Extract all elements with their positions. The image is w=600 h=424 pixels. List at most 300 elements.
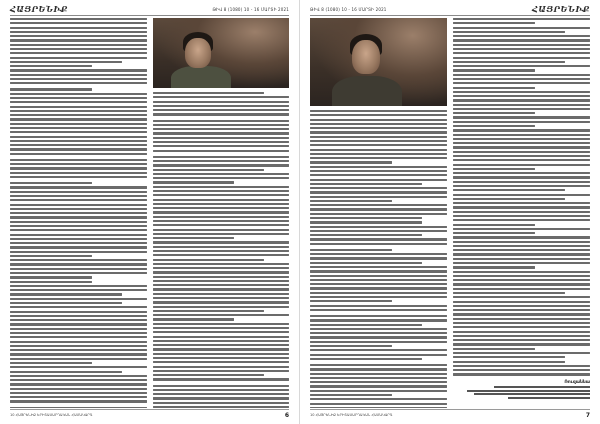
text-line xyxy=(453,57,590,59)
text-line xyxy=(10,371,122,373)
text-line xyxy=(453,151,590,153)
text-line xyxy=(453,224,535,226)
text-line xyxy=(10,191,147,193)
text-line xyxy=(453,65,590,67)
text-line xyxy=(153,224,290,226)
text-line xyxy=(453,352,590,354)
text-line xyxy=(310,332,447,334)
text-line xyxy=(453,176,590,178)
text-line xyxy=(453,164,590,166)
text-line xyxy=(10,353,147,355)
text-line xyxy=(310,377,447,379)
text-line xyxy=(10,358,147,360)
text-line xyxy=(453,279,590,281)
text-line xyxy=(10,212,147,214)
text-line xyxy=(310,315,447,317)
text-line xyxy=(10,242,147,244)
text-line xyxy=(453,185,590,187)
text-line xyxy=(153,254,290,256)
text-line xyxy=(310,166,447,168)
text-line xyxy=(10,172,147,174)
text-line xyxy=(453,215,590,217)
text-line xyxy=(310,243,447,245)
text-line xyxy=(310,183,422,185)
text-line xyxy=(453,275,590,277)
text-line xyxy=(310,275,447,277)
text-line xyxy=(153,370,290,372)
text-line xyxy=(310,398,447,400)
text-line xyxy=(10,153,147,155)
text-line xyxy=(153,385,290,387)
text-line xyxy=(453,48,590,50)
text-line xyxy=(310,300,392,302)
text-line xyxy=(10,302,122,304)
text-line xyxy=(310,208,447,210)
text-line xyxy=(10,93,147,95)
text-line xyxy=(153,96,290,98)
text-line xyxy=(153,331,290,333)
text-line xyxy=(453,326,590,328)
text-line xyxy=(10,199,147,201)
text-line xyxy=(153,181,235,183)
text-line xyxy=(453,87,535,89)
text-line xyxy=(453,266,535,268)
text-line xyxy=(10,159,147,161)
text-line xyxy=(453,108,590,110)
text-line xyxy=(153,280,290,282)
text-line xyxy=(153,271,290,273)
text-line xyxy=(10,136,147,138)
text-line xyxy=(453,245,590,247)
text-line xyxy=(453,39,590,41)
text-line xyxy=(310,238,447,240)
text-line xyxy=(153,233,290,235)
text-line xyxy=(310,136,447,138)
text-line xyxy=(153,141,290,143)
text-line xyxy=(153,211,290,213)
text-line xyxy=(153,120,290,122)
text-line xyxy=(153,378,290,380)
text-line xyxy=(10,22,147,24)
text-line xyxy=(10,186,147,188)
text-line xyxy=(310,319,447,321)
text-line xyxy=(153,263,290,265)
text-line xyxy=(10,69,147,71)
text-line xyxy=(153,361,290,363)
text-line xyxy=(153,92,265,94)
text-line xyxy=(153,203,290,205)
text-line xyxy=(453,236,590,238)
text-line xyxy=(310,358,422,360)
text-line xyxy=(453,31,565,33)
text-line xyxy=(310,328,447,330)
text-line xyxy=(310,309,447,311)
text-line xyxy=(10,182,92,184)
text-line xyxy=(310,161,392,163)
text-line xyxy=(153,177,290,179)
portrait-photo-large xyxy=(310,18,447,106)
text-line xyxy=(310,174,447,176)
text-line xyxy=(453,91,590,93)
right-issue-info: ԹԻՎ 8 (1080) 10 - 16 ՄԱՐՏԻ 2021 xyxy=(310,6,387,12)
text-line xyxy=(453,271,590,273)
text-line xyxy=(153,323,290,325)
text-line xyxy=(153,241,290,243)
text-line xyxy=(453,129,590,131)
text-line xyxy=(453,283,590,285)
text-line xyxy=(10,366,147,368)
text-line xyxy=(453,365,590,367)
text-line xyxy=(310,368,447,370)
text-line xyxy=(310,123,447,125)
text-line xyxy=(10,110,147,112)
text-line xyxy=(453,52,590,54)
text-line xyxy=(310,292,447,294)
text-line xyxy=(10,97,147,99)
right-page-columns xyxy=(310,18,590,408)
text-line xyxy=(10,276,92,278)
text-line xyxy=(10,306,147,308)
text-line xyxy=(153,288,290,290)
text-line xyxy=(10,323,147,325)
text-line xyxy=(453,339,590,341)
text-line xyxy=(453,301,590,303)
text-line xyxy=(453,373,590,375)
text-line xyxy=(153,145,290,147)
text-line xyxy=(10,336,147,338)
text-line xyxy=(153,199,290,201)
text-line xyxy=(153,250,290,252)
text-line xyxy=(310,249,392,251)
text-line xyxy=(10,52,147,54)
text-line xyxy=(10,259,147,261)
text-line xyxy=(310,234,422,236)
text-line xyxy=(310,213,447,215)
text-line xyxy=(10,407,147,408)
text-line xyxy=(453,331,590,333)
text-line xyxy=(10,195,147,197)
text-line xyxy=(153,276,290,278)
text-line xyxy=(153,314,290,316)
text-line xyxy=(310,257,447,259)
left-column-1 xyxy=(10,18,147,408)
text-line xyxy=(153,344,290,346)
text-line xyxy=(453,69,535,71)
text-line xyxy=(310,114,447,116)
text-line xyxy=(10,208,147,210)
text-line xyxy=(10,39,147,41)
text-line xyxy=(453,112,535,114)
text-line xyxy=(153,267,290,269)
text-line xyxy=(10,255,92,257)
text-line xyxy=(153,310,265,312)
text-line xyxy=(10,114,147,116)
text-line xyxy=(310,221,422,223)
text-line xyxy=(10,65,92,67)
text-line xyxy=(153,327,290,329)
text-line xyxy=(310,385,447,387)
text-line xyxy=(453,159,590,161)
text-line xyxy=(310,153,447,155)
text-line xyxy=(453,361,565,363)
text-line xyxy=(10,229,147,231)
text-line xyxy=(453,318,590,320)
text-line xyxy=(453,348,535,350)
text-line xyxy=(453,104,590,106)
text-line xyxy=(153,293,290,295)
text-line xyxy=(10,88,92,90)
text-line xyxy=(453,292,565,294)
text-line xyxy=(10,57,147,59)
text-line xyxy=(453,27,590,29)
text-line xyxy=(453,313,590,315)
text-line xyxy=(153,137,290,139)
portrait-photo-small xyxy=(153,18,290,88)
right-column-2 xyxy=(453,18,590,408)
text-line xyxy=(310,149,447,151)
text-line xyxy=(453,99,590,101)
left-page-columns xyxy=(10,18,289,408)
text-line xyxy=(310,119,447,121)
text-line xyxy=(10,18,147,20)
text-line xyxy=(310,196,447,198)
text-line xyxy=(153,237,235,239)
text-line xyxy=(310,170,447,172)
text-line xyxy=(310,127,447,129)
text-line xyxy=(310,407,447,408)
author-caption xyxy=(453,380,590,399)
left-page-footer xyxy=(10,409,289,419)
text-line xyxy=(10,101,147,103)
text-line xyxy=(453,125,535,127)
text-line xyxy=(453,288,590,290)
right-footer-text: 10 ՀԱՅՐԵՆԻՔ ԵՐԻՏԱՍԱՐԴԱԿԱՆ ՀԱՄԱԿԱՐԳ xyxy=(310,413,393,417)
text-line xyxy=(10,289,147,291)
text-line xyxy=(10,31,147,33)
text-line xyxy=(10,315,147,317)
text-line xyxy=(10,163,147,165)
text-line xyxy=(310,390,447,392)
text-line xyxy=(10,27,147,29)
right-logo: ՀԱՅՐԵՆԻՔ xyxy=(532,4,590,14)
text-line xyxy=(453,189,565,191)
text-line xyxy=(453,249,590,251)
text-line xyxy=(310,336,447,338)
text-line xyxy=(153,113,290,115)
text-line xyxy=(453,74,590,76)
text-line xyxy=(153,353,290,355)
text-line xyxy=(453,35,590,37)
left-column-2 xyxy=(153,18,290,408)
text-line xyxy=(10,263,147,265)
text-line xyxy=(453,138,590,140)
text-line xyxy=(153,318,235,320)
text-line xyxy=(10,118,147,120)
text-line xyxy=(310,345,392,347)
text-line xyxy=(153,357,290,359)
text-line xyxy=(453,309,590,311)
text-line xyxy=(310,262,422,264)
text-line xyxy=(310,324,422,326)
text-line xyxy=(310,191,447,193)
text-line xyxy=(153,336,290,338)
text-line xyxy=(453,142,590,144)
text-line xyxy=(10,281,92,283)
text-line xyxy=(10,123,147,125)
left-page-header xyxy=(10,4,289,16)
right-page-number: 7 xyxy=(585,411,590,419)
text-line xyxy=(453,253,590,255)
text-line xyxy=(153,128,290,130)
text-line xyxy=(310,349,447,351)
text-line xyxy=(453,155,590,157)
text-line xyxy=(453,296,590,298)
text-line xyxy=(10,349,147,351)
text-line xyxy=(453,44,590,46)
text-line xyxy=(453,198,565,200)
text-line xyxy=(10,238,147,240)
text-line xyxy=(153,173,290,175)
text-line xyxy=(310,204,447,206)
text-line xyxy=(153,229,290,231)
text-line xyxy=(10,341,147,343)
text-line xyxy=(453,146,590,148)
text-line xyxy=(453,206,590,208)
text-line xyxy=(453,116,590,118)
text-line xyxy=(310,373,447,375)
text-line xyxy=(453,202,590,204)
text-line xyxy=(153,124,290,126)
text-line xyxy=(10,293,122,295)
text-line xyxy=(153,150,290,152)
text-line xyxy=(10,375,147,377)
author-name: Ռուզաննա xyxy=(564,379,590,385)
text-line xyxy=(453,262,590,264)
text-line xyxy=(10,176,147,178)
text-line xyxy=(153,109,290,111)
text-line xyxy=(453,194,590,196)
right-page xyxy=(300,0,600,424)
text-line xyxy=(153,156,290,158)
text-line xyxy=(310,110,447,112)
text-line xyxy=(10,78,147,80)
text-line xyxy=(153,259,265,261)
text-line xyxy=(153,164,290,166)
text-line xyxy=(153,220,290,222)
text-line xyxy=(453,322,590,324)
text-line xyxy=(153,101,290,103)
text-line xyxy=(153,340,290,342)
text-line xyxy=(153,132,290,134)
text-line xyxy=(153,306,290,308)
left-page-number: 6 xyxy=(284,411,289,419)
text-line xyxy=(453,369,590,371)
text-line xyxy=(153,160,290,162)
text-line xyxy=(10,345,147,347)
text-line xyxy=(310,131,447,133)
left-logo: ՀԱՅՐԵՆԻՔ xyxy=(10,4,68,14)
text-line xyxy=(453,82,590,84)
text-line xyxy=(10,225,147,227)
text-line xyxy=(453,211,590,213)
text-line xyxy=(10,246,147,248)
text-line xyxy=(453,241,590,243)
text-line xyxy=(10,140,147,142)
text-line xyxy=(153,186,290,188)
text-line xyxy=(310,394,392,396)
text-line xyxy=(310,157,447,159)
text-line xyxy=(10,383,147,385)
text-line xyxy=(310,287,447,289)
text-line xyxy=(10,319,147,321)
text-line xyxy=(453,121,590,123)
text-line xyxy=(453,95,590,97)
text-line xyxy=(310,144,447,146)
text-line xyxy=(453,228,590,230)
text-line xyxy=(310,341,447,343)
text-line xyxy=(153,190,290,192)
right-page-footer xyxy=(310,409,590,419)
right-page-header xyxy=(310,4,590,16)
text-line xyxy=(10,362,92,364)
text-line xyxy=(310,364,447,366)
text-line xyxy=(153,389,290,391)
text-line xyxy=(10,392,147,394)
text-line xyxy=(310,230,447,232)
text-line xyxy=(10,251,147,253)
text-line xyxy=(10,272,147,274)
text-line xyxy=(153,402,290,404)
text-line xyxy=(10,388,147,390)
text-line xyxy=(153,374,265,376)
text-line xyxy=(10,328,147,330)
text-line xyxy=(310,179,447,181)
text-line xyxy=(10,268,147,270)
text-line xyxy=(153,393,290,395)
text-line xyxy=(10,216,147,218)
text-line xyxy=(10,298,147,300)
text-line xyxy=(453,343,590,345)
text-line xyxy=(453,232,535,234)
text-line xyxy=(453,22,535,24)
text-line xyxy=(10,127,147,129)
text-line xyxy=(10,44,147,46)
text-line xyxy=(153,301,290,303)
text-line xyxy=(310,266,447,268)
text-line xyxy=(453,18,590,20)
right-column-1 xyxy=(310,18,447,408)
text-line xyxy=(310,305,447,307)
text-line xyxy=(453,181,590,183)
text-line xyxy=(310,253,447,255)
text-line xyxy=(10,311,147,313)
text-line xyxy=(310,226,447,228)
text-line xyxy=(310,296,447,298)
text-line xyxy=(310,283,447,285)
left-issue-info: ԹԻՎ 8 (1080) 10 - 16 ՄԱՐՏԻ 2021 xyxy=(212,6,289,12)
text-line xyxy=(153,406,290,408)
text-line xyxy=(453,134,590,136)
text-line xyxy=(453,335,590,337)
text-line xyxy=(10,144,147,146)
text-line xyxy=(453,78,590,80)
text-line xyxy=(453,356,565,358)
text-line xyxy=(153,284,290,286)
text-line xyxy=(453,219,590,221)
text-line xyxy=(10,82,147,84)
text-line xyxy=(10,167,147,169)
text-line xyxy=(10,234,147,236)
